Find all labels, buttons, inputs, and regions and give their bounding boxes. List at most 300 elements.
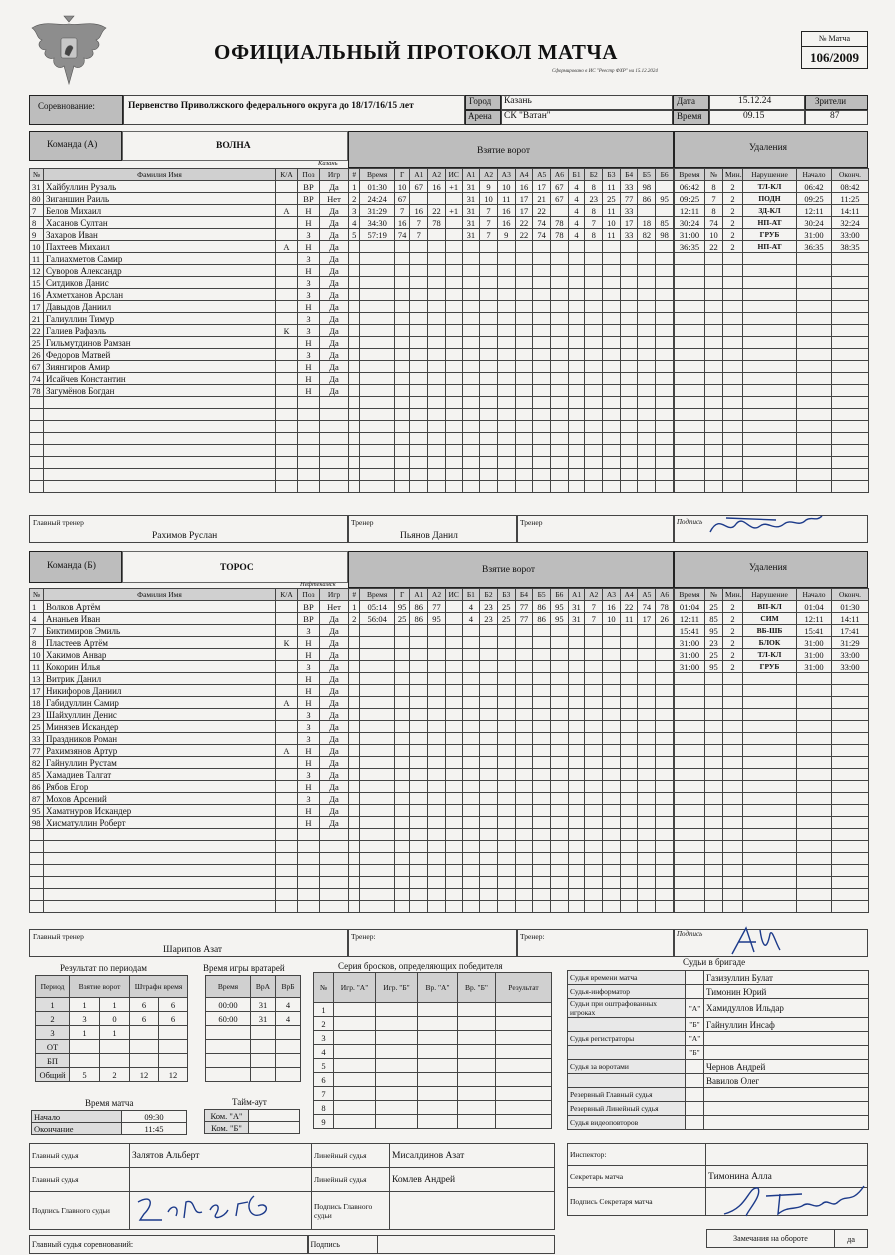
goal-cell-13 [585, 673, 603, 685]
penalty-cell-2 [723, 673, 743, 685]
goal-cell-12 [568, 841, 585, 853]
goal-cell-7 [480, 721, 498, 733]
player-played: Да [320, 817, 349, 829]
player-played [320, 481, 349, 493]
period-cell-3: 12 [130, 1068, 159, 1082]
player-captain [276, 805, 298, 817]
goal-cell-13 [585, 829, 603, 841]
goal-row [349, 697, 674, 709]
goal-row [349, 349, 674, 361]
goal-cell-14 [603, 685, 621, 697]
goals-col-17: Б6 [656, 169, 674, 181]
match-time-title: Время матча [85, 1098, 134, 1108]
goal-cell-3: 86 [410, 613, 428, 625]
goal-cell-10 [533, 769, 551, 781]
team-b-trainer2-label: Тренер: [520, 932, 545, 941]
shootout-col-0: № [314, 973, 334, 1003]
penalty-cell-5 [832, 853, 869, 865]
player-name: Биктимиров Эмиль [44, 625, 276, 637]
goal-cell-4 [428, 721, 446, 733]
penalty-cell-4: 12:11 [797, 205, 832, 217]
goal-cell-8: 16 [497, 217, 515, 229]
goal-cell-4 [428, 457, 446, 469]
period-cell-2 [100, 1054, 130, 1068]
player-played: Да [320, 181, 349, 193]
shootout-row [314, 1017, 552, 1031]
penalty-row [675, 205, 869, 217]
goal-row [349, 253, 674, 265]
goal-cell-9 [515, 889, 533, 901]
arena-label: Арена [468, 111, 492, 121]
penalty-cell-5: 33:00 [832, 661, 869, 673]
goal-cell-3 [410, 325, 428, 337]
penalty-cell-2 [723, 757, 743, 769]
official-role [568, 1046, 686, 1060]
penalty-cell-0 [675, 697, 705, 709]
penalty-cell-4: 09:25 [797, 193, 832, 205]
shootout-cell [496, 1045, 552, 1059]
player-played: Да [320, 805, 349, 817]
player-number [30, 445, 44, 457]
team-b-trainer-label: Тренер: [351, 932, 376, 941]
penalty-cell-1 [705, 481, 723, 493]
goal-cell-1 [360, 313, 394, 325]
goal-cell-9 [515, 361, 533, 373]
player-row [30, 841, 349, 853]
player-name: Витрик Данил [44, 673, 276, 685]
goal-cell-9 [515, 433, 533, 445]
goal-cell-14 [603, 409, 621, 421]
period-cell-4: 12 [159, 1068, 188, 1082]
penalty-cell-4 [797, 769, 832, 781]
goal-cell-13 [585, 409, 603, 421]
player-name: Пахтеев Михаил [44, 241, 276, 253]
player-number: 86 [30, 781, 44, 793]
goal-cell-6 [462, 421, 480, 433]
goal-cell-13 [585, 817, 603, 829]
player-number [30, 901, 44, 913]
goal-cell-14: 10 [603, 217, 621, 229]
player-played [320, 433, 349, 445]
goal-cell-9 [515, 841, 533, 853]
goal-cell-4 [428, 865, 446, 877]
pen-col-5: Оконч. [832, 169, 869, 181]
shootout-cell [418, 1101, 458, 1115]
goal-cell-4 [428, 409, 446, 421]
player-row [30, 301, 349, 313]
official-side [686, 971, 704, 985]
goal-cell-1 [360, 421, 394, 433]
shootout-cell [496, 1073, 552, 1087]
gk-cell-1 [251, 1040, 276, 1054]
penalty-cell-1 [705, 817, 723, 829]
player-played: Да [320, 301, 349, 313]
period-cell-2 [100, 1040, 130, 1054]
goal-cell-9 [515, 289, 533, 301]
penalty-cell-0 [675, 445, 705, 457]
player-number: 17 [30, 685, 44, 697]
goal-cell-4 [428, 745, 446, 757]
goal-cell-2 [394, 241, 410, 253]
shootout-cell [334, 1087, 376, 1101]
goal-cell-17 [656, 325, 674, 337]
goal-cell-0 [349, 877, 360, 889]
shootout-num: 4 [314, 1045, 334, 1059]
goal-cell-0 [349, 265, 360, 277]
goal-cell-13 [585, 241, 603, 253]
goal-cell-8: 25 [497, 613, 515, 625]
goal-cell-2 [394, 421, 410, 433]
player-captain [276, 397, 298, 409]
pen-col-0: Время [675, 589, 705, 601]
goal-cell-0: 4 [349, 217, 360, 229]
penalty-cell-5 [832, 277, 869, 289]
official-side: "Б" [686, 1018, 704, 1032]
goal-cell-2 [394, 313, 410, 325]
player-position [298, 877, 320, 889]
goal-cell-11 [551, 625, 569, 637]
official-row [568, 1060, 869, 1074]
goal-row [349, 745, 674, 757]
penalty-cell-0: 09:25 [675, 193, 705, 205]
penalty-cell-0 [675, 433, 705, 445]
goal-cell-1 [360, 865, 394, 877]
goal-cell-13 [585, 313, 603, 325]
player-position [298, 841, 320, 853]
penalty-row [675, 733, 869, 745]
goal-cell-6 [462, 865, 480, 877]
goal-cell-11 [551, 325, 569, 337]
goal-cell-2 [394, 865, 410, 877]
goal-cell-11 [551, 661, 569, 673]
penalty-row [675, 649, 869, 661]
goal-cell-13 [585, 445, 603, 457]
goal-cell-14 [603, 325, 621, 337]
goal-cell-11 [551, 445, 569, 457]
player-name [44, 877, 276, 889]
goal-cell-0: 1 [349, 601, 360, 613]
goal-cell-17 [656, 901, 674, 913]
goal-cell-6 [462, 745, 480, 757]
goal-cell-7 [480, 373, 498, 385]
penalty-cell-5 [832, 265, 869, 277]
penalty-cell-1 [705, 289, 723, 301]
penalty-cell-2 [723, 445, 743, 457]
goal-cell-4 [428, 397, 446, 409]
player-name: Федоров Матвей [44, 349, 276, 361]
penalty-row [675, 385, 869, 397]
penalty-cell-4: 12:11 [797, 613, 832, 625]
goal-cell-14 [603, 889, 621, 901]
period-cell-2: 1 [100, 1026, 130, 1040]
goal-cell-9 [515, 637, 533, 649]
goal-cell-3 [410, 745, 428, 757]
penalty-cell-1: 10 [705, 229, 723, 241]
goal-cell-17 [656, 829, 674, 841]
goal-cell-8 [497, 901, 515, 913]
goal-cell-10 [533, 721, 551, 733]
player-number: 12 [30, 265, 44, 277]
goal-cell-10: 74 [533, 229, 551, 241]
goal-cell-5 [445, 241, 462, 253]
penalty-cell-2 [723, 481, 743, 493]
penalty-cell-5 [832, 253, 869, 265]
player-captain [276, 421, 298, 433]
goal-cell-6: 4 [462, 601, 480, 613]
penalty-cell-4 [797, 289, 832, 301]
penalty-cell-4 [797, 421, 832, 433]
penalty-cell-5 [832, 337, 869, 349]
goal-cell-7: 7 [480, 229, 498, 241]
goal-cell-0 [349, 673, 360, 685]
team-b-penalties-table [674, 588, 869, 913]
goal-cell-4 [428, 673, 446, 685]
goal-cell-0 [349, 781, 360, 793]
goal-cell-0 [349, 289, 360, 301]
goal-cell-13 [585, 889, 603, 901]
goal-cell-6 [462, 253, 480, 265]
goal-cell-7 [480, 349, 498, 361]
goal-cell-2: 7 [394, 205, 410, 217]
goal-cell-14 [603, 253, 621, 265]
goal-cell-5 [445, 685, 462, 697]
penalty-cell-4 [797, 853, 832, 865]
player-captain: К [276, 325, 298, 337]
goal-cell-16 [638, 781, 656, 793]
goal-cell-10: 17 [533, 181, 551, 193]
player-name: Мохов Арсений [44, 793, 276, 805]
goal-cell-5 [445, 457, 462, 469]
shootout-cell [334, 1115, 376, 1129]
penalty-cell-2: 2 [723, 193, 743, 205]
player-position: Н [298, 685, 320, 697]
player-row [30, 385, 349, 397]
goal-cell-1 [360, 397, 394, 409]
team-b-coach: Шарипов Азат [163, 945, 223, 955]
goals-col-3: А1 [410, 589, 428, 601]
roster-header [30, 169, 349, 181]
goal-cell-14 [603, 709, 621, 721]
goal-cell-17 [656, 781, 674, 793]
player-played: Да [320, 385, 349, 397]
player-captain [276, 253, 298, 265]
goal-cell-14 [603, 349, 621, 361]
goal-cell-9 [515, 337, 533, 349]
official-row [568, 1032, 869, 1046]
goal-cell-1 [360, 649, 394, 661]
goal-cell-13: 7 [585, 217, 603, 229]
goal-cell-7 [480, 313, 498, 325]
goal-cell-10: 86 [533, 613, 551, 625]
goal-cell-6 [462, 829, 480, 841]
goal-cell-1 [360, 481, 394, 493]
penalty-cell-1: 25 [705, 649, 723, 661]
goal-cell-4 [428, 853, 446, 865]
player-row [30, 865, 349, 877]
goal-cell-10: 21 [533, 193, 551, 205]
goal-cell-7 [480, 841, 498, 853]
penalty-cell-5 [832, 469, 869, 481]
goal-row [349, 601, 674, 613]
player-played [320, 841, 349, 853]
penalty-cell-5 [832, 325, 869, 337]
team-a-roster-table [29, 168, 349, 493]
official-role: Судья времени матча [568, 971, 686, 985]
player-row [30, 469, 349, 481]
penalty-cell-5 [832, 289, 869, 301]
period-cell-4 [159, 1040, 188, 1054]
penalty-cell-0 [675, 733, 705, 745]
player-name: Белов Михаил [44, 205, 276, 217]
goal-row [349, 337, 674, 349]
goal-cell-5 [445, 853, 462, 865]
goal-cell-15 [620, 781, 638, 793]
official-side [686, 1102, 704, 1116]
player-position: З [298, 625, 320, 637]
goal-cell-2 [394, 805, 410, 817]
penalty-cell-5 [832, 421, 869, 433]
goal-cell-14 [603, 385, 621, 397]
player-captain [276, 265, 298, 277]
referees-table [29, 1143, 555, 1230]
goal-cell-11 [551, 313, 569, 325]
player-row [30, 229, 349, 241]
goal-cell-3 [410, 457, 428, 469]
player-row [30, 745, 349, 757]
goal-cell-15 [620, 853, 638, 865]
penalty-cell-4 [797, 349, 832, 361]
player-number: 7 [30, 205, 44, 217]
goal-cell-1 [360, 337, 394, 349]
penalty-cell-2 [723, 253, 743, 265]
goal-cell-11 [551, 421, 569, 433]
goals-col-0: # [349, 169, 360, 181]
penalty-cell-5 [832, 769, 869, 781]
goal-cell-5 [445, 841, 462, 853]
goal-cell-13 [585, 337, 603, 349]
goal-cell-17 [656, 769, 674, 781]
penalty-cell-5 [832, 373, 869, 385]
goal-cell-12: 31 [568, 601, 585, 613]
goal-cell-15 [620, 385, 638, 397]
player-number: 18 [30, 697, 44, 709]
goal-cell-1 [360, 877, 394, 889]
goal-cell-2 [394, 661, 410, 673]
goal-cell-9 [515, 865, 533, 877]
goal-cell-0 [349, 445, 360, 457]
goal-cell-17 [656, 337, 674, 349]
goal-cell-13 [585, 361, 603, 373]
penalty-cell-3 [743, 673, 797, 685]
secretary-signature [718, 1180, 868, 1224]
goal-cell-9 [515, 277, 533, 289]
goal-cell-16 [638, 877, 656, 889]
spectators-value: 87 [830, 111, 840, 121]
penalty-cell-1 [705, 313, 723, 325]
goal-cell-4 [428, 757, 446, 769]
official-side [686, 1074, 704, 1088]
goal-cell-13 [585, 793, 603, 805]
player-played: Да [320, 253, 349, 265]
goal-cell-1 [360, 301, 394, 313]
goal-cell-2 [394, 757, 410, 769]
goal-cell-10 [533, 265, 551, 277]
goals-col-14: А3 [603, 589, 621, 601]
goals-col-6: Б1 [462, 589, 480, 601]
penalty-cell-3 [743, 757, 797, 769]
penalty-cell-1 [705, 673, 723, 685]
period-cell-1: 1 [70, 1026, 100, 1040]
player-name: Зиянгиров Амир [44, 361, 276, 373]
player-played [320, 445, 349, 457]
player-position: Н [298, 781, 320, 793]
goal-cell-3 [410, 817, 428, 829]
goal-cell-16 [638, 745, 656, 757]
penalty-cell-0 [675, 397, 705, 409]
goal-cell-7 [480, 325, 498, 337]
goals-col-2: Г [394, 589, 410, 601]
pen-header [675, 169, 869, 181]
goal-cell-1 [360, 277, 394, 289]
goal-cell-8 [497, 685, 515, 697]
goal-cell-17 [656, 889, 674, 901]
goal-cell-15 [620, 481, 638, 493]
comp-sign-label: Подпись [308, 1236, 378, 1254]
goal-cell-3 [410, 757, 428, 769]
goal-cell-2 [394, 733, 410, 745]
goal-cell-1 [360, 409, 394, 421]
goal-cell-17 [656, 721, 674, 733]
shootout-cell [458, 1059, 496, 1073]
penalty-row [675, 397, 869, 409]
player-captain [276, 829, 298, 841]
goal-cell-2 [394, 889, 410, 901]
player-captain [276, 709, 298, 721]
penalty-cell-4 [797, 397, 832, 409]
penalty-row [675, 613, 869, 625]
period-cell-0: 1 [36, 998, 70, 1012]
goal-row [349, 781, 674, 793]
penalty-cell-2 [723, 853, 743, 865]
goal-cell-6 [462, 313, 480, 325]
goal-cell-10 [533, 301, 551, 313]
goal-cell-5 [445, 265, 462, 277]
player-position: Н [298, 373, 320, 385]
team-a-trainer2-label: Тренер [520, 518, 543, 527]
player-played: Да [320, 625, 349, 637]
player-played: Да [320, 793, 349, 805]
official-name: Вавилов Олег [704, 1074, 869, 1088]
penalty-cell-1 [705, 853, 723, 865]
penalty-cell-3 [743, 325, 797, 337]
goal-cell-4 [428, 301, 446, 313]
roster-header [30, 589, 349, 601]
penalty-row [675, 901, 869, 913]
player-number: 10 [30, 649, 44, 661]
goal-cell-1 [360, 637, 394, 649]
goal-cell-0 [349, 853, 360, 865]
team-a-label: Команда (А) [47, 140, 98, 150]
goal-cell-10 [533, 805, 551, 817]
goal-cell-13 [585, 397, 603, 409]
goal-cell-17 [656, 205, 674, 217]
chief-ref2-label: Главный судья [30, 1168, 130, 1192]
official-name: Тимонин Юрий [704, 985, 869, 999]
periods-header [36, 976, 188, 998]
player-position [298, 457, 320, 469]
goal-cell-13 [585, 733, 603, 745]
goal-cell-0 [349, 793, 360, 805]
